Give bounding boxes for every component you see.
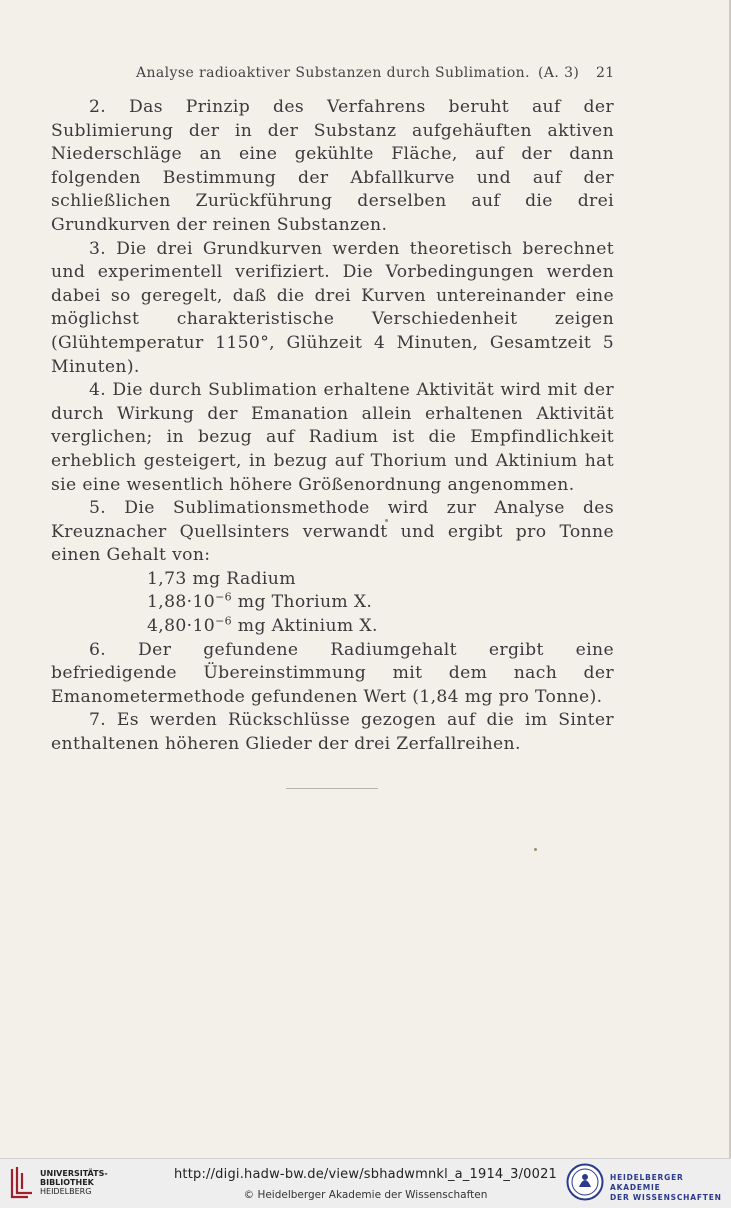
library-line-1: UNIVERSITÄTS- bbox=[40, 1169, 108, 1178]
paper-speck bbox=[385, 519, 388, 522]
library-line-3: HEIDELBERG bbox=[40, 1187, 92, 1196]
paragraph-5: 5. Die Sublimationsmethode wird zur Analyse des Kreuznacher Quellsinters verwandt und ergibt pro Tonne einen Gehalt von: bbox=[51, 498, 614, 566]
viewer-footer bbox=[0, 1158, 731, 1208]
paper-speck bbox=[534, 848, 537, 851]
result-thorium-unit: mg Thorium X. bbox=[231, 592, 373, 613]
academy-line-1: HEIDELBERGER AKADEMIE bbox=[610, 1173, 684, 1192]
paragraph-7: 7. Es werden Rückschlüsse gezogen auf die im Sinter enthaltenen höheren Glieder der drei Zerfallreihen. bbox=[51, 710, 614, 755]
result-aktinium-value: 4,80·10 bbox=[147, 616, 216, 637]
result-aktinium bbox=[51, 615, 614, 639]
academy-seal-icon bbox=[566, 1163, 604, 1201]
page-number: 21 bbox=[596, 65, 615, 81]
result-thorium bbox=[51, 591, 614, 615]
paragraph-2: 2. Das Prinzip des Verfahrens beruht auf der Sublimierung der in der Substanz aufgehäuften aktiven Niederschläge an eine gekühlte Fläche, auf der dann folgenden Bestimmung der Abfallkurve und auf der schließlichen Zurückführung derselben auf die drei Grundkurven der reinen Substanzen. bbox=[51, 97, 614, 235]
running-head-section: (A. 3) bbox=[538, 65, 580, 81]
permalink-url[interactable]: http://digi.hadw-bw.de/view/sbhadwmnkl_a_1914_3/0021 bbox=[173, 1167, 558, 1182]
result-thorium-exponent: −6 bbox=[215, 590, 232, 604]
result-aktinium-exponent: −6 bbox=[215, 614, 232, 628]
result-aktinium-unit: mg Aktinium X. bbox=[231, 616, 378, 637]
result-radium: 1,73 mg Radium bbox=[147, 568, 296, 589]
result-thorium-value: 1,88·10 bbox=[147, 592, 216, 613]
academy-name bbox=[610, 1173, 731, 1203]
academy-line-2: DER WISSENSCHAFTEN bbox=[610, 1193, 722, 1202]
paragraph-4: 4. Die durch Sublimation erhaltene Aktivität wird mit der durch Wirkung der Emanation allein erhaltenen Aktivität verglichen; in bezug auf Radium ist die Empfindlichkeit erheblich gesteigert, in bezug auf Thorium und Aktinium hat sie eine wesentlich höhere Größenordnung angenommen. bbox=[51, 380, 614, 495]
copyright-notice: © Heidelberger Akademie der Wissenschaften bbox=[243, 1189, 488, 1201]
end-rule bbox=[286, 788, 378, 789]
body-text bbox=[51, 96, 614, 757]
paragraph-6: 6. Der gefundene Radiumgehalt ergibt eine befriedigende Übereinstimmung mit dem nach der Emanometermethode gefundenen Wert (1,84 mg pro Tonne). bbox=[51, 639, 614, 707]
paragraph-3: 3. Die drei Grundkurven werden theoretisch berechnet und experimentell verifiziert. Die Vorbedingungen werden dabei so geregelt, daß die drei Kurven untereinander eine möglichst charakteristische Verschiedenheit zeigen (Glühtemperatur 1150°, Glühzeit 4 Minuten, Gesamtzeit 5 Minuten). bbox=[51, 238, 614, 377]
running-head-title: Analyse radioaktiver Substanzen durch Sublimation. bbox=[136, 65, 530, 81]
library-line-2: BIBLIOTHEK bbox=[40, 1178, 94, 1187]
